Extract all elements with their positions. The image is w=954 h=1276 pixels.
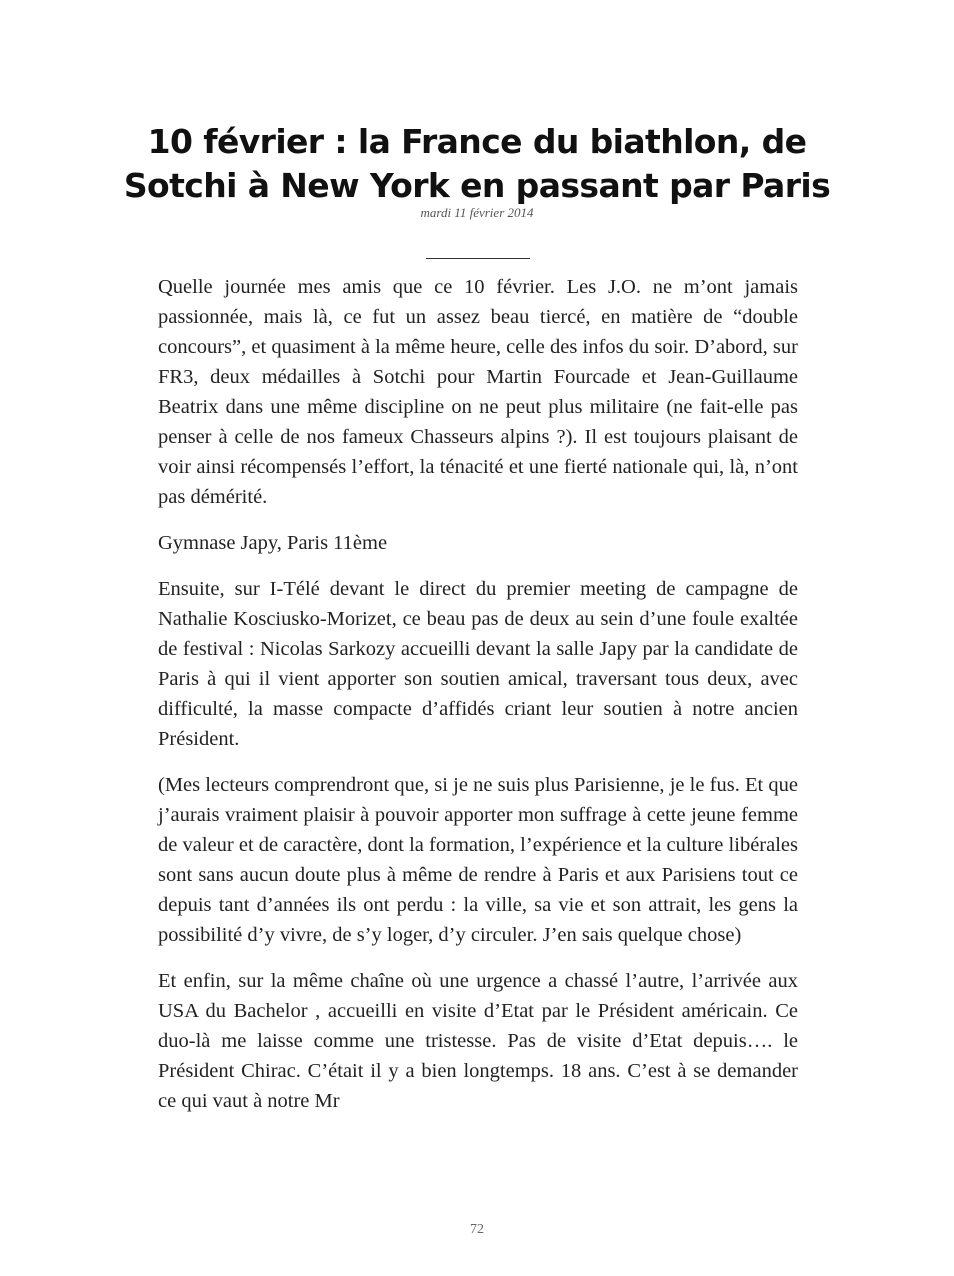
title-separator: [426, 258, 530, 259]
paragraph: Gymnase Japy, Paris 11ème: [158, 532, 388, 554]
paragraph: (Mes lecteurs comprendront que, si je ne suis plus Parisienne, je le fus. Et que j’aurais vraiment plaisir à pouvoir apporter mon suffrage à cette jeune femme de valeur et de caractère, dont la formation, l’expérience et la culture libérales sont sans aucun doute plus à même de rendre à Paris et aux Parisiens tout ce depuis tant d’années ils ont perdu : la ville, sa vie et son attrait, les gens la possibilité d’y vivre, de s’y loger, d’y circuler. J’en sais quelque chose): [158, 774, 798, 946]
paragraph: Et enfin, sur la même chaîne où une urgence a chassé l’autre, l’arrivée aux USA du Bachelor , accueilli en visite d’Etat par le Président américain. Ce duo-là me laisse comme une tristesse. Pas de visite d’Etat depuis…. le Président Chirac. C’était il y a bien longtemps. 18 ans. C’est à se demander ce qui vaut à notre Mr: [158, 970, 798, 1112]
page-number: 72: [470, 1222, 484, 1237]
paragraph: Ensuite, sur I-Télé devant le direct du premier meeting de campagne de Nathalie Kosciusko-Morizet, ce beau pas de deux au sein d’une foule exaltée de festival : Nicolas Sarkozy accueilli devant la salle Japy par la candidate de Paris à qui il vient apporter son soutien amical, traversant tous deux, avec difficulté, la masse compacte d’affidés criant leur soutien à notre ancien Président.: [158, 578, 798, 750]
paragraph: Quelle journée mes amis que ce 10 février. Les J.O. ne m’ont jamais passionnée, mais là, ce fut un assez beau tiercé, en matière de “double concours”, et quasiment à la même heure, celle des infos du soir. D’abord, sur FR3, deux médailles à Sotchi pour Martin Fourcade et Jean-Guillaume Beatrix dans une même discipline on ne peut plus militaire (ne fait-elle pas penser à celle de nos fameux Chasseurs alpins ?). Il est toujours plaisant de voir ainsi récompensés l’effort, la ténacité et une fierté nationale qui, là, n’ont pas démérité.: [158, 276, 798, 508]
article-title: 10 février : la France du biathlon, de Sotchi à New York en passant par Paris: [123, 122, 831, 205]
article-body: [158, 272, 798, 1132]
article-date: mardi 11 février 2014: [420, 205, 534, 220]
